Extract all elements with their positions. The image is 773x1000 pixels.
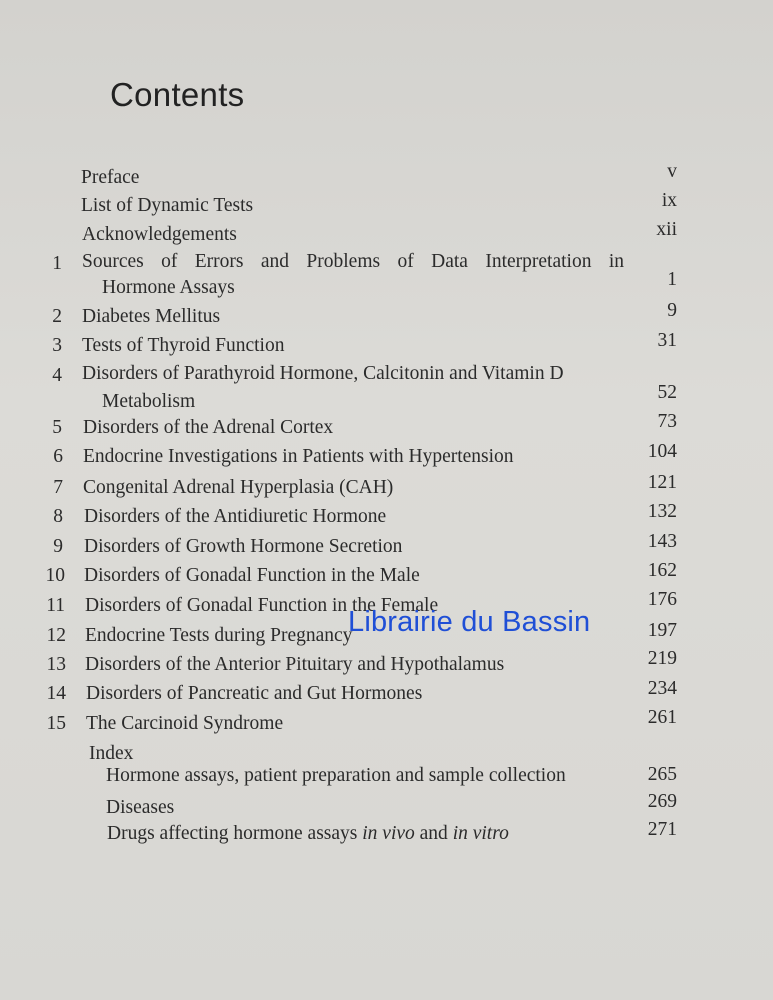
toc-label: The Carcinoid Syndrome: [86, 713, 284, 734]
toc-page: 104: [647, 441, 677, 462]
toc-page: 271: [647, 819, 677, 840]
chapter-number: 9: [53, 536, 63, 557]
toc-page: ix: [661, 190, 677, 211]
chapter-number: 10: [45, 565, 65, 586]
toc-label: Sources of Errors and Problems of Data Interpretation in: [82, 251, 624, 272]
toc-label-continued: Hormone Assays: [102, 277, 235, 298]
toc-label-italic: in vitro: [452, 823, 509, 844]
toc-label: [107, 822, 509, 846]
toc-page: 143: [647, 531, 677, 552]
toc-label: Index: [89, 743, 134, 764]
toc-page: 1: [667, 269, 677, 290]
toc-page: xii: [656, 219, 677, 240]
chapter-number: 1: [52, 253, 62, 274]
toc-page: 52: [657, 382, 677, 403]
toc-label: Disorders of the Adrenal Cortex: [83, 417, 334, 438]
toc-label: Endocrine Investigations in Patients with Hypertension: [83, 446, 514, 467]
toc-page: 31: [657, 330, 677, 351]
toc-page: 132: [647, 501, 677, 522]
seller-watermark: Librairie du Bassin: [348, 606, 591, 638]
toc-label: Disorders of Pancreatic and Gut Hormones: [86, 683, 423, 704]
chapter-number: 7: [53, 477, 63, 498]
toc-label-italic: in vivo: [362, 823, 415, 844]
toc-label-text: and: [414, 823, 453, 844]
toc-label: Acknowledgements: [82, 224, 237, 245]
toc-page: 73: [657, 411, 677, 432]
toc-label: Disorders of Parathyroid Hormone, Calcitonin and Vitamin D: [82, 363, 564, 384]
toc-page: 197: [647, 620, 677, 641]
chapter-number: 2: [52, 306, 62, 327]
toc-page: 265: [647, 764, 677, 785]
chapter-number: 8: [53, 506, 63, 527]
toc-label: Hormone assays, patient preparation and sample collection: [106, 765, 566, 786]
toc-label: Diseases: [106, 797, 175, 818]
toc-page: 234: [647, 678, 677, 699]
chapter-number: 15: [46, 713, 66, 734]
chapter-number: 12: [46, 625, 66, 646]
toc-label: Disorders of the Antidiuretic Hormone: [84, 506, 387, 527]
chapter-number: 3: [52, 335, 62, 356]
toc-label: Congenital Adrenal Hyperplasia (CAH): [83, 477, 394, 498]
toc-page: 176: [647, 589, 677, 610]
toc-page: 121: [647, 472, 677, 493]
toc-label: List of Dynamic Tests: [81, 195, 254, 216]
toc-page: 9: [667, 300, 677, 321]
toc-page: v: [667, 161, 677, 182]
chapter-number: 14: [46, 683, 66, 704]
chapter-number: 4: [52, 365, 62, 386]
toc-page: 261: [647, 707, 677, 728]
toc-label: Diabetes Mellitus: [82, 306, 221, 327]
toc-label: Tests of Thyroid Function: [82, 335, 285, 356]
chapter-number: 6: [53, 446, 63, 467]
toc-label: Disorders of Growth Hormone Secretion: [84, 536, 403, 557]
toc-label: Disorders of Gonadal Function in the Male: [84, 565, 420, 586]
chapter-number: 11: [46, 595, 65, 616]
toc-page: 269: [647, 791, 677, 812]
toc-label-continued: Metabolism: [102, 391, 196, 412]
toc-label: Endocrine Tests during Pregnancy: [85, 625, 353, 646]
toc-page: 162: [647, 560, 677, 581]
toc-label: Preface: [81, 167, 140, 188]
chapter-number: 5: [52, 417, 62, 438]
toc-label: Disorders of the Anterior Pituitary and Hypothalamus: [85, 654, 505, 675]
chapter-number: 13: [46, 654, 66, 675]
toc-label-text: Drugs affecting hormone assays: [107, 823, 363, 844]
page-title: Contents: [110, 76, 245, 113]
toc-label: Disorders of Gonadal Function in the Female: [85, 595, 439, 616]
toc-page: 219: [647, 648, 677, 669]
